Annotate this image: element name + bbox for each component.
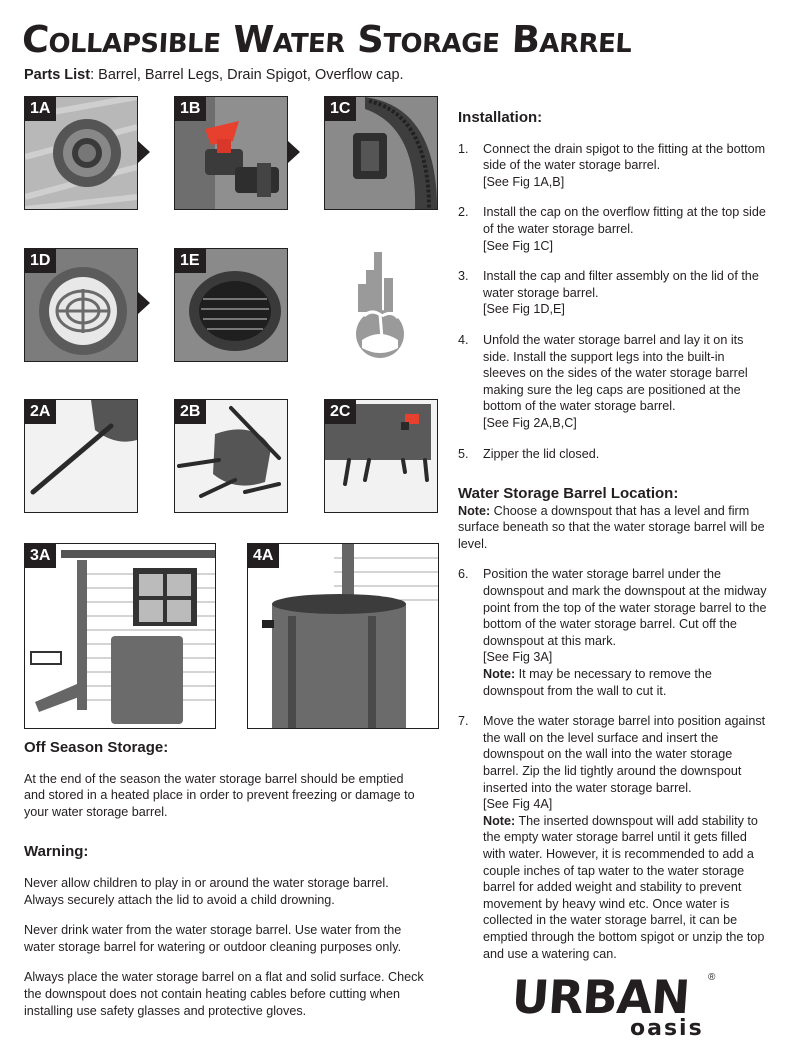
list-item: [458, 204, 768, 254]
figure-1e: [174, 248, 288, 362]
figure-2a-label: 2A: [25, 400, 56, 424]
list-item: [458, 566, 768, 699]
downspout-cut-illustration: [25, 544, 215, 728]
note-label: Note:: [483, 667, 516, 682]
figure-1d: [24, 248, 138, 362]
installation-steps: [458, 141, 768, 463]
warning-heading: Warning:: [24, 843, 89, 861]
urban-oasis-emblem-icon: [352, 248, 408, 360]
off-season-heading: Off Season Storage:: [24, 739, 169, 756]
brand-name: URBAN: [510, 970, 691, 1024]
figure-1a: [24, 96, 138, 210]
location-note: [458, 503, 768, 553]
step-figure-ref: [See Fig 1D,E]: [483, 302, 565, 317]
figure-2c-label: 2C: [325, 400, 356, 424]
note-label: Note:: [458, 503, 491, 518]
step-figure-ref: [See Fig 3A]: [483, 650, 553, 665]
step-text: Zipper the lid closed.: [483, 446, 600, 461]
brand-trademark: ®: [708, 972, 716, 983]
step-number: 4.: [458, 332, 469, 347]
parts-list-text: : Barrel, Barrel Legs, Drain Spigot, Overflow cap.: [90, 67, 404, 83]
step-figure-ref: [See Fig 1C]: [483, 238, 553, 253]
location-heading: Water Storage Barrel Location:: [458, 485, 679, 503]
warning-paragraph: Never allow children to play in or around the water storage barrel. Always securely attach the lid to avoid a child drowning.: [24, 875, 389, 907]
step-text: Unfold the water storage barrel and lay it on its side. Install the support legs into the built-in sleeves on the sides of the water storage barrel making sure the leg caps are positioned at the bottom of the water storage barrel.: [483, 332, 748, 414]
step-number: 7.: [458, 714, 469, 729]
figure-1e-label: 1E: [175, 249, 206, 273]
step-number: 1.: [458, 141, 469, 156]
warning-paragraph: Always place the water storage barrel on a flat and solid surface. Check the downspout does not contain heating cables before cutting when installing use safety glasses and protective gloves.: [24, 970, 424, 1018]
figure-2b: [174, 399, 288, 513]
note-text: It may be necessary to remove the downspout from the wall to cut it.: [483, 667, 712, 698]
note-label: Note:: [483, 813, 516, 828]
list-item: [458, 141, 768, 191]
brand-logo: [512, 970, 722, 1050]
list-item: [458, 446, 768, 463]
parts-list-label: Parts List: [24, 67, 91, 83]
list-item: [458, 332, 768, 432]
off-season-text: At the end of the season the water storage barrel should be emptied and stored in a heated place in order to prevent freezing or damage to your water storage barrel.: [24, 771, 415, 819]
step-text: Connect the drain spigot to the fitting at the bottom side of the water storage barrel.: [483, 141, 766, 173]
figure-3a: [24, 543, 216, 729]
step-figure-ref: [See Fig 4A]: [483, 797, 553, 812]
installation-heading: Installation:: [458, 109, 543, 126]
sequence-arrow: [138, 141, 150, 163]
figure-2a: [24, 399, 138, 513]
figure-1c-label: 1C: [325, 97, 356, 121]
installation-section: [458, 110, 768, 976]
step-text: Install the cap and filter assembly on the lid of the water storage barrel.: [483, 269, 759, 300]
step-number: 3.: [458, 269, 469, 284]
step-number: 6.: [458, 567, 469, 582]
page-title: Collapsible Water Storage Barrel: [20, 18, 633, 61]
step-text: Position the water storage barrel under the downspout and mark the downspout at the midway point from the top of the water storage barrel to the bottom of the water storage barrel. Cut off the downspout at this mark.: [483, 567, 767, 648]
step-figure-ref: [See Fig 1A,B]: [483, 174, 565, 189]
parts-list: [24, 67, 404, 83]
figure-1b: [174, 96, 288, 210]
list-item: [458, 268, 768, 318]
figure-1b-label: 1B: [175, 97, 206, 121]
warning-paragraph: Never drink water from the water storage barrel. Use water from the water storage barrel for watering or outdoor cleaning purposes only.: [24, 923, 402, 954]
sequence-arrow: [138, 292, 150, 314]
figure-1d-label: 1D: [25, 249, 56, 273]
location-steps: [458, 566, 768, 962]
figure-2c: [324, 399, 438, 513]
step-text: Install the cap on the overflow fitting at the top side of the water storage barrel.: [483, 205, 766, 236]
installed-barrel-illustration: [248, 544, 438, 728]
note-text: Choose a downspout that has a level and firm surface beneath so that the water storage barrel will be level.: [458, 503, 765, 551]
figure-1c: [324, 96, 438, 210]
sequence-arrow: [288, 141, 300, 163]
figure-4a: [247, 543, 439, 729]
step-number: 2.: [458, 205, 469, 220]
figure-3a-label: 3A: [25, 544, 56, 568]
figure-2b-label: 2B: [175, 400, 206, 424]
figure-1a-label: 1A: [25, 97, 56, 121]
step-number: 5.: [458, 446, 469, 461]
step-figure-ref: [See Fig 2A,B,C]: [483, 415, 577, 430]
list-item: [458, 713, 768, 962]
brand-tagline: oasis: [630, 1016, 704, 1041]
step-text: Move the water storage barrel into position against the wall on the level surface and insert the downspout on the wall into the water storage barrel. Zip the lid tightly around the downspout inserted into the water storage barrel.: [483, 714, 766, 795]
off-season-section: [24, 740, 424, 1033]
figure-4a-label: 4A: [248, 544, 279, 568]
note-text: The inserted downspout will add stability to the empty water storage barrel until it gets filled with water. However, it is recommended to add a couple inches of tap water to the water storage barrel for added weight and stability to prevent movement by heavy wind etc. Once water is collected in the water storage barrel, it can be emptied through the bottom spigot or unzip the top and use a watering can.: [483, 813, 765, 961]
